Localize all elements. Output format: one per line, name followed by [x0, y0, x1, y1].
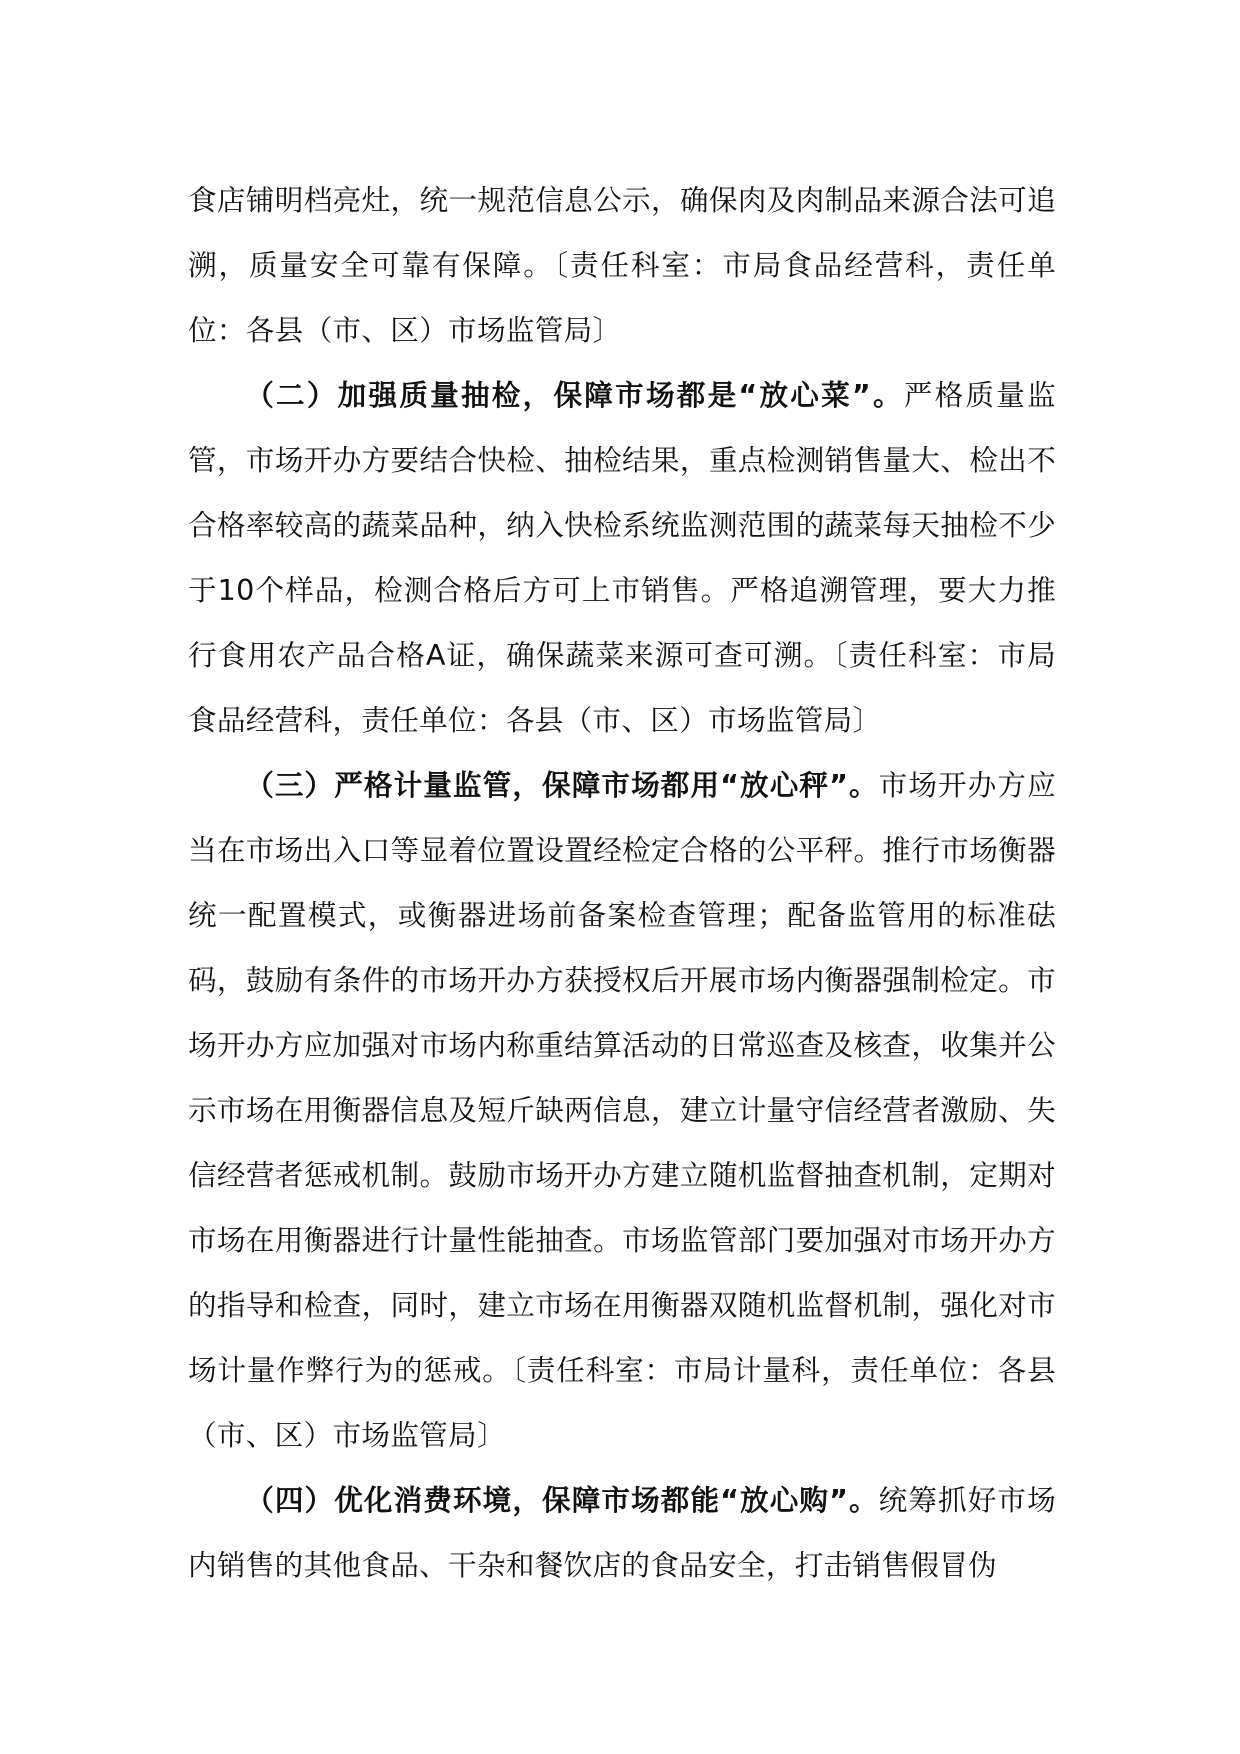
paragraph-body: 食店铺明档亮灶，统一规范信息公示，确保肉及肉制品来源合法可追溯，质量安全可靠有保障。〔责任科室：市局食品经营科，责任单位：各县（市、区）市场监管局〕	[188, 183, 1056, 347]
paragraph-continuation	[188, 168, 1056, 363]
section-3-paragraph	[188, 753, 1056, 1468]
section-4-body: 统筹抓好市场内销售的其他食品、干杂和餐饮店的食品安全，打击销售假冒伪	[188, 1483, 1056, 1582]
section-2-heading: （二）加强质量抽检，保障市场都是“放心菜”。	[245, 378, 904, 412]
section-4-heading: （四）优化消费环境，保障市场都能“放心购”。	[245, 1483, 879, 1517]
section-3-body: 市场开办方应当在市场出入口等显着位置设置经检定合格的公平秤。推行市场衡器统一配置模式，或衡器进场前备案检查管理；配备监管用的标准砝码，鼓励有条件的市场开办方获授权后开展市场内衡器强制检定。市场开办方应加强对市场内称重结算活动的日常巡查及核查，收集并公示市场在用衡器信息及短斤缺两信息，建立计量守信经营者激励、失信经营者惩戒机制。鼓励市场开办方建立随机监督抽查机制，定期对市场在用衡器进行计量性能抽查。市场监管部门要加强对市场开办方的指导和检查，同时，建立市场在用衡器双随机监督机制，强化对市场计量作弊行为的惩戒。〔责任科室：市局计量科，责任单位：各县（市、区）市场监管局〕	[188, 768, 1056, 1452]
section-4-paragraph	[188, 1468, 1056, 1598]
document-page	[188, 168, 1056, 1598]
section-3-heading: （三）严格计量监管，保障市场都用“放心秤”。	[245, 768, 879, 802]
section-2-body: 严格质量监管，市场开办方要结合快检、抽检结果，重点检测销售量大、检出不合格率较高的蔬菜品种，纳入快检系统监测范围的蔬菜每天抽检不少于10个样品，检测合格后方可上市销售。严格追溯管理，要大力推行食用农产品合格A证，确保蔬菜来源可查可溯。〔责任科室：市局食品经营科，责任单位：各县（市、区）市场监管局〕	[188, 378, 1056, 737]
section-2-paragraph	[188, 363, 1056, 753]
